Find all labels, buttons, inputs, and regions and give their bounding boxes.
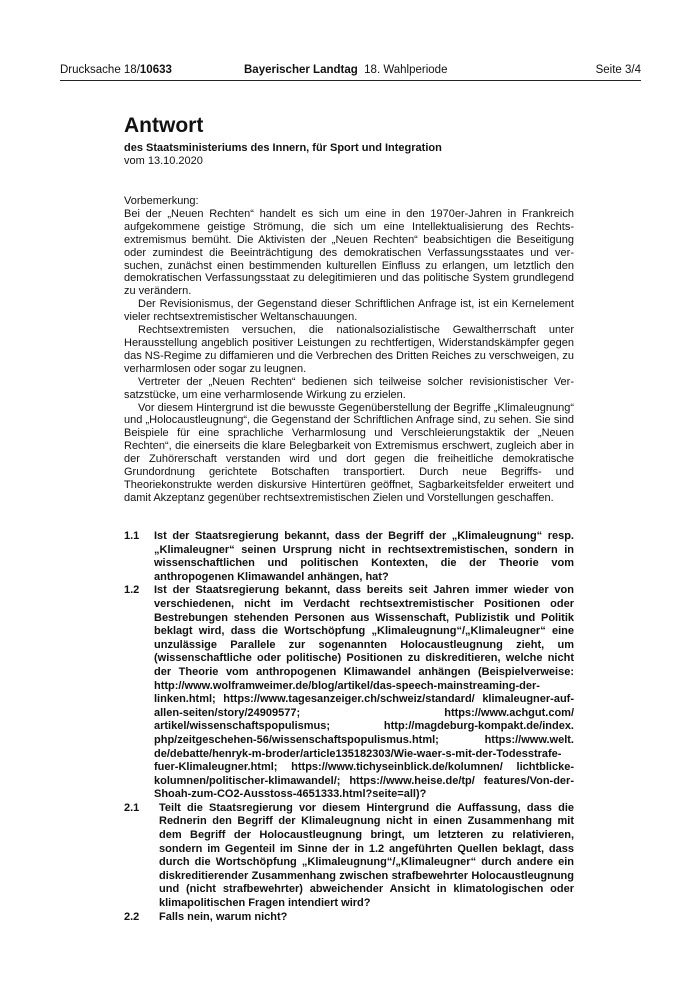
document-number: Drucksache 18/10633 — [60, 64, 172, 76]
preliminary-paragraph: Vertreter der „Neuen Rechten“ bedienen sich teilweise solcher revisionistischer Versatzstücke, um eine verharmlosende Wirkung zu erzielen. — [124, 375, 574, 401]
question-text: Falls nein, warum nicht? — [159, 910, 288, 923]
ministry-subtitle: des Staatsministeriums des Innern, für Sport und Integration — [124, 142, 442, 154]
page-title: Antwort — [124, 114, 204, 137]
question-text: Teilt die Staatsregierung vor diesem Hintergrund die Auffassung, dass die Rednerin den Begriff der Klimaleugnung nicht in einen Zusammenhang mit dem Begriff der Holocaustleugnung bringt, um letzteren zu relativieren, sondern im Gegenteil im Sinne der in 1.2 angeführten Quellen beklagt, dass durch die Wortschöpfung „Klimaleugnung“/„Klimaleugner“ durch andere ein diskreditierender Zusammenhang zwischen strafbewehrter Holocaustleugnung und (nicht strafbewehrter) abweichender Ansicht in klimatologischen oder klimapolitischen Fragen intendiert wird? — [159, 801, 574, 910]
answer-date: vom 13.10.2020 — [124, 155, 203, 167]
header-divider — [60, 80, 641, 81]
question-item — [124, 584, 574, 802]
page-header — [60, 64, 641, 78]
question-number: 1.1 — [124, 530, 140, 542]
question-item — [124, 911, 574, 925]
preliminary-paragraph: Bei der „Neuen Rechten“ handelt es sich um eine in den 1970er-Jahren in Frankreich aufgekommene geistige Strömung, die sich um eine Intellektualisierung des Rechtsextremismus bemüht. Die Aktivisten der „Neuen Rechten“ beabsichtigen die Beseitigung oder zumindest die Beeinträchtigung des demokratischen Verfassungsstaates und versuchen, zunächst einen bestimmenden kulturellen Einfluss zu erlangen, um letztlich den demokratischen Verfassungsstaat zu delegitimieren und das politische System grundlegend zu verändern. — [124, 207, 574, 298]
question-number: 2.1 — [124, 801, 140, 814]
legislative-period: 18. Wahlperiode — [364, 64, 448, 76]
parliament-name: Bayerischer Landtag — [244, 64, 358, 76]
question-number: 1.2 — [124, 584, 140, 597]
question-text: Ist der Staatsregierung bekannt, dass der Begriff der „Klimaleugnung“ resp. „Klimaleugner“ seinen Ursprung nicht in rechtsextremistischen, sondern in wissenschaftlichen und politischen Kontexten, die der Theorie vom anthropogenen Klimawandel anhängen, hat? — [154, 530, 574, 583]
questions-list — [124, 530, 574, 924]
preliminary-paragraph: Vor diesem Hintergrund ist die bewusste Gegenüberstellung der Begriffe „Klimaleugnung“ und „Holocaustleugnung“, die Gegenstand der Schriftlichen Anfrage sind, zu sehen. Sie sind Beispiele für eine sprachliche Verharmlosung und Verschleierungstaktik der „Neuen Rechten“, die einerseits die klare Belegbarkeit von Extremismus erschwert, zugleich aber in der Zuhörerschaft verstanden wird und dort gegen die freiheitliche demokratische Grundordnung gerichtete Botschaften transportiert. Durch neue Begriffs- und Theoriekonstrukte werden diskursive Hintertüren geöffnet, Sagbarkeitsfelder erweitert und damit Akzeptanz gegenüber rechtsextremistischen Zielen und Vorstellungen geschaffen. — [124, 401, 574, 504]
preliminary-heading: Vorbemerkung: — [124, 195, 199, 207]
question-number: 2.2 — [124, 910, 140, 923]
preliminary-paragraph: Der Revisionismus, der Gegenstand dieser Schriftlichen Anfrage ist, ist ein Kernelement vieler rechtsextremistischer Weltanschauungen. — [124, 298, 574, 324]
header-center — [244, 64, 447, 76]
page-number: Seite 3/4 — [595, 64, 641, 76]
question-item — [124, 802, 574, 911]
question-text: Ist der Staatsregierung bekannt, dass bereits seit Jahren immer wieder von verschiedenen, nicht im Verdacht rechtsextremistischer Positionen oder Bestrebungen stehenden Personen aus Wissenschaft, Publizistik und Politik beklagt wird, dass die Wortschöpfung „Klimaleugnung“/„Klimaleugner“ eine unzulässige Parallele zur sogenannten Holocaustleugnung zieht, um (wissenschaftliche oder politische) Positionen zu diskreditieren, welche nicht der Theorie vom anthropogenen Klimawandel anhängen (Beispielverweise: http://www.wolframweimer.de/blog/artikel/das-speech-mainstreaming-der-linken.html; https://www.tagesanzeiger.ch/schweiz/standard/ klimaleugner-auf-allen-seiten/story/24909577; https://www.achgut.com/ artikel/wissenschaftspopulismus; http://magdeburg-kompakt.de/index. php/zeitgeschehen-56/wissenschaftspopulismus.html; https://www.welt. de/debatte/henryk-m-broder/article135182303/Wie-waer-s-mit-der-Todesstrafe-fuer-Klimaleugner.html; https://www.tichyseinblick.de/kolumnen/ lichtblicke-kolumnen/politischer-klimawandel/; https://www.heise.de/tp/ features/Von-der-Shoah-zum-CO2-Ausstoss-4651333.html?seite=all)? — [154, 584, 574, 801]
question-item — [124, 530, 574, 584]
preliminary-remarks — [124, 195, 574, 505]
preliminary-paragraph: Rechtsextremisten versuchen, die nationalsozialistische Gewaltherrschaft unter Herausstellung angeblich positiver Leistungen zu rechtfertigen, Widerstandskämpfer gegen das NS-Regime zu diffamieren und die Verbrechen des Dritten Reiches zu verschweigen, zu verharmlosen oder sogar zu leugnen. — [124, 324, 574, 375]
